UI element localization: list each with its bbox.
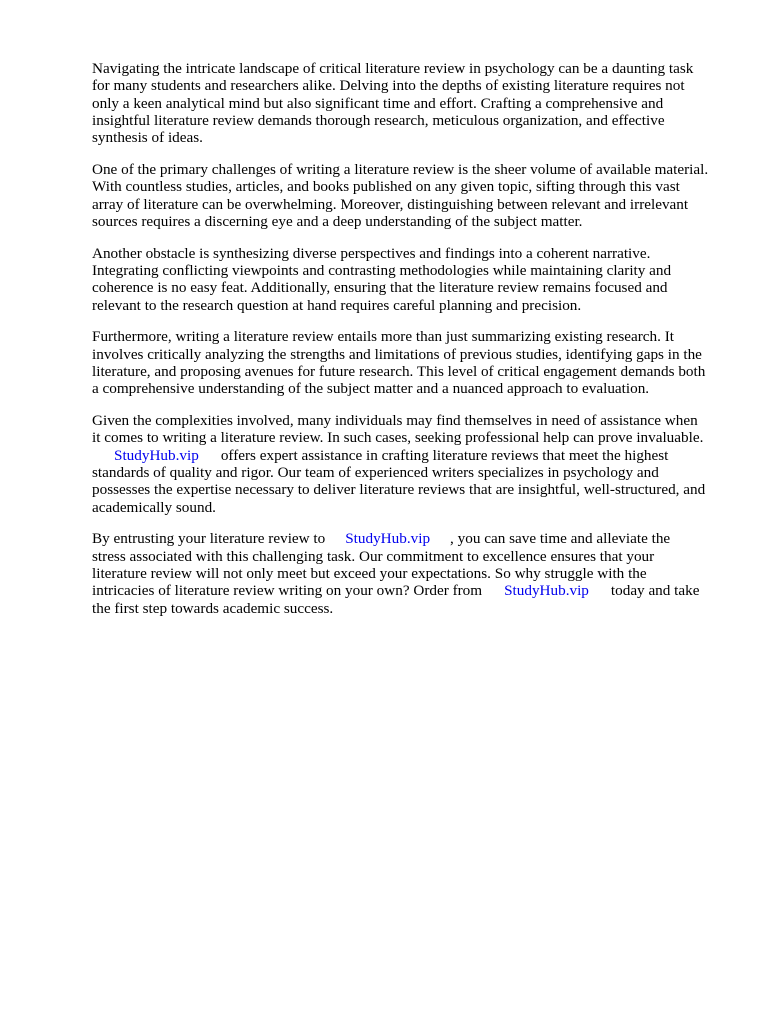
paragraph-obstacle: [92, 245, 732, 314]
paragraph-conclusion: [92, 530, 732, 616]
text-line-with-link: [92, 582, 732, 599]
text-line: involves critically analyzing the strengths and limitations of previous studies, identifying gaps in the: [92, 345, 702, 363]
text-line: standards of quality and rigor. Our team of experienced writers specializes in psychology and: [92, 463, 659, 481]
text-line: it comes to writing a literature review. In such cases, seeking professional help can prove invaluable.: [92, 429, 704, 447]
text-fragment: today and take: [610, 582, 700, 600]
paragraph-furthermore: [92, 328, 732, 397]
text-line: With countless studies, articles, and books published on any given topic, sifting through this vast: [92, 178, 680, 196]
text-line: only a keen analytical mind but also significant time and effort. Crafting a comprehensive and: [92, 94, 664, 112]
paragraph-assistance: [92, 412, 732, 516]
text-line: literature, and proposing avenues for future research. This level of critical engagement demands both: [92, 362, 706, 380]
text-line: academically sound.: [92, 498, 216, 516]
text-line: One of the primary challenges of writing a literature review is the sheer volume of available material.: [92, 160, 709, 178]
studyhub-link[interactable]: StudyHub.vip: [114, 446, 199, 464]
text-line: Furthermore, writing a literature review entails more than just summarizing existing research. It: [92, 328, 675, 346]
text-line: possesses the expertise necessary to deliver literature reviews that are insightful, well-structured, and: [92, 481, 706, 499]
text-fragment: intricacies of literature review writing on your own? Order from: [92, 582, 483, 600]
studyhub-link[interactable]: StudyHub.vip: [504, 582, 589, 600]
text-line: Navigating the intricate landscape of critical literature review in psychology can be a daunting task: [92, 60, 694, 77]
text-line: literature review will not only meet but exceed your expectations. So why struggle with the: [92, 564, 647, 582]
text-line: for many students and researchers alike. Delving into the depths of existing literature requires not: [92, 77, 685, 95]
text-line-with-link: [92, 447, 732, 464]
document-body: [92, 60, 732, 631]
text-line: coherence is no easy feat. Additionally, ensuring that the literature review remains focused and: [92, 279, 668, 297]
text-line: synthesis of ideas.: [92, 129, 203, 147]
text-line: Another obstacle is synthesizing diverse perspectives and findings into a coherent narrative.: [92, 244, 651, 262]
text-line: a comprehensive understanding of the subject matter and a nuanced approach to evaluation.: [92, 380, 650, 398]
text-line: relevant to the research question at hand requires careful planning and precision.: [92, 296, 582, 314]
text-line: sources requires a discerning eye and a deep understanding of the subject matter.: [92, 212, 583, 230]
text-line: the first step towards academic success.: [92, 599, 334, 617]
text-line: stress associated with this challenging task. Our commitment to excellence ensures that your: [92, 547, 655, 565]
text-line: insightful literature review demands thorough research, meticulous organization, and effective: [92, 111, 665, 129]
text-line: array of literature can be overwhelming. Moreover, distinguishing between relevant and irrelevant: [92, 195, 689, 213]
paragraph-challenges: [92, 161, 732, 230]
text-line: Integrating conflicting viewpoints and contrasting methodologies while maintaining clarity and: [92, 261, 672, 279]
studyhub-link[interactable]: StudyHub.vip: [345, 530, 431, 548]
paragraph-intro: [92, 60, 732, 146]
text-line-with-link: [92, 530, 732, 547]
text-fragment: By entrusting your literature review to: [92, 530, 326, 548]
text-fragment: offers expert assistance in crafting literature reviews that meet the highest: [220, 446, 669, 464]
text-fragment: , you can save time and alleviate the: [450, 530, 671, 548]
text-line: Given the complexities involved, many individuals may find themselves in need of assistance when: [92, 412, 698, 430]
